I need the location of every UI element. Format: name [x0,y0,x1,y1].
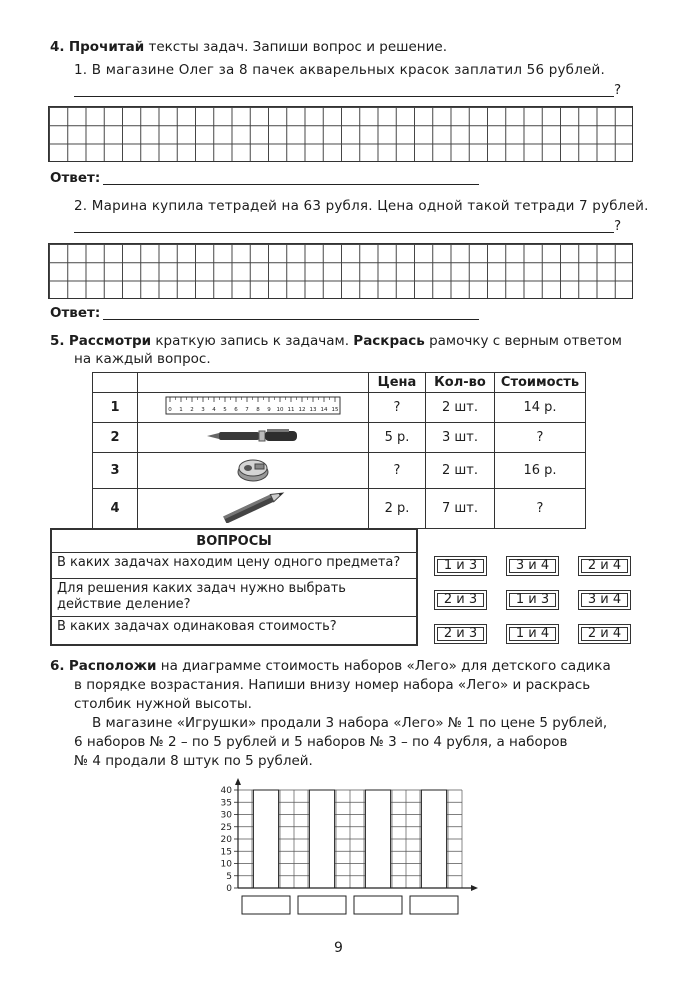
task5-number: 5. [50,333,65,349]
task4-number: 4. [50,39,65,55]
pencil-drawing [216,491,290,523]
table-row [93,393,586,423]
price-cell: ? [369,393,426,423]
header-cost: Стоимость [495,373,586,393]
y-tick-label: 40 [220,786,232,796]
task4-lead: Прочитай [68,39,145,55]
y-tick-label: 10 [220,859,232,870]
header-price: Цена [369,373,426,393]
answer-line-2[interactable] [103,319,479,320]
qty-cell: 3 шт. [426,423,495,453]
sharpener-drawing [233,454,273,484]
answer-box-q1-c[interactable]: 2 и 4 [578,556,631,576]
task4-heading [50,39,447,55]
cost-cell: 16 р. [495,453,586,489]
task6-line3: столбик нужной высоты. [74,696,252,712]
price-cell: 5 р. [369,423,426,453]
questions-header: ВОПРОСЫ [51,529,417,553]
bar-label-box[interactable] [354,896,402,914]
task4-problem2: 2. Марина купила тетрадей на 63 рубля. Цена одной такой тетради 7 рублей. [74,198,649,214]
ruler-tick-label: 1 [179,406,183,413]
y-tick-label: 20 [220,835,232,845]
row-number: 4 [93,489,138,529]
price-cell: 2 р. [369,489,426,529]
ruler-tick-label: 10 [276,406,284,413]
task6-line2: в порядке возрастания. Напиши внизу номер набора «Лего» и раскрась [74,677,591,693]
qty-cell: 2 шт. [426,453,495,489]
y-tick-label: 0 [226,884,232,894]
task6-rest: на диаграмме стоимость наборов «Лего» для детского садика [160,658,611,674]
task4-problem1: 1. В магазине Олег за 8 пачек акварельных красок заплатил 56 рублей. [74,62,606,78]
price-cell: ? [369,453,426,489]
ruler-tick-label: 6 [234,406,238,413]
question-2: Для решения каких задач нужно выбрать действие деление? [51,579,417,617]
pen-icon [138,423,369,453]
pen-drawing [205,426,301,446]
chart-bar[interactable] [309,790,334,888]
question-mark-2: ? [614,218,622,234]
task6-para1: В магазине «Игрушки» продали 3 набора «Лего» № 1 по цене 5 рублей, [92,715,608,731]
task6-heading [50,658,611,674]
answer-box-q3-c[interactable]: 2 и 4 [578,624,631,644]
ruler-tick-label: 5 [223,406,227,413]
header-item [138,373,369,393]
y-tick-label: 30 [220,810,232,821]
answer-label-2: Ответ: [50,305,101,321]
answer-label-1: Ответ: [50,170,101,186]
ruler-tick-label: 7 [245,406,249,413]
pencil-icon [138,489,369,529]
table-row [93,489,586,529]
task6-para2: 6 наборов № 2 – по 5 рублей и 5 наборов № 3 – по 4 рубля, а наборов [74,734,568,750]
question-line-2[interactable] [74,232,614,233]
y-tick-label: 25 [220,822,232,833]
ruler-tick-label: 3 [201,406,205,413]
bar-label-box[interactable] [298,896,346,914]
answer-box-q1-b[interactable]: 3 и 4 [506,556,559,576]
bar-label-box[interactable] [242,896,290,914]
y-tick-label: 35 [220,798,232,809]
chart-bar[interactable] [365,790,390,888]
bar-label-box[interactable] [410,896,458,914]
ruler-drawing [165,395,341,417]
answer-box-q3-b[interactable]: 1 и 4 [506,624,559,644]
chart-bar[interactable] [253,790,278,888]
lego-bar-chart [200,778,480,918]
ruler-tick-label: 2 [190,406,194,413]
cost-cell: ? [495,423,586,453]
header-qty: Кол-во [426,373,495,393]
row-number: 3 [93,453,138,489]
y-tick-label: 5 [226,871,232,882]
task6-number: 6. [50,658,65,674]
ruler-tick-label: 13 [309,406,317,413]
task5-line2: на каждый вопрос. [74,351,211,367]
question-1: В каких задачах находим цену одного предмета? [51,553,417,579]
ruler-tick-label: 11 [287,406,295,413]
task4-rest: тексты задач. Запиши вопрос и решение. [148,39,447,55]
ruler-tick-label: 12 [298,406,306,413]
ruler-tick-label: 14 [320,406,328,413]
qty-cell: 2 шт. [426,393,495,423]
task5-rest: рамочку с верным ответом [429,333,622,349]
task6-para3: № 4 продали 8 штук по 5 рублей. [74,753,313,769]
ruler-tick-label: 4 [212,406,216,413]
questions-table [50,528,418,646]
question-line-1[interactable] [74,96,614,97]
sharpener-icon [138,453,369,489]
ruler-tick-label: 8 [256,406,260,413]
solution-grid-2[interactable] [48,243,633,299]
answer-box-q2-c[interactable]: 3 и 4 [578,590,631,610]
task5-lead1: Рассмотри [68,333,152,349]
task5-lead2: Раскрась [353,333,425,349]
row-number: 1 [93,393,138,423]
qty-cell: 7 шт. [426,489,495,529]
ruler-icon [138,393,369,423]
task6-lead: Расположи [68,658,157,674]
task5-heading [50,333,622,349]
table-row [93,423,586,453]
page-number: 9 [334,940,343,956]
y-tick-label: 15 [220,847,232,858]
answer-line-1[interactable] [103,184,479,185]
ruler-tick-label: 0 [168,406,172,413]
answer-box-q3-a[interactable]: 2 и 3 [434,624,487,644]
y-axis-arrow [235,778,241,785]
x-axis-arrow [471,885,478,891]
ruler-tick-label: 9 [267,406,271,413]
task5-mid: краткую запись к задачам. [155,333,349,349]
solution-grid-1[interactable] [48,106,633,162]
table-row [93,453,586,489]
row-number: 2 [93,423,138,453]
task5-table [92,372,586,529]
answer-box-q2-a[interactable]: 2 и 3 [434,590,487,610]
ruler-tick-label: 15 [331,406,339,413]
cost-cell: 14 р. [495,393,586,423]
header-num [93,373,138,393]
question-mark-1: ? [614,82,622,98]
cost-cell: ? [495,489,586,529]
answer-box-q2-b[interactable]: 1 и 3 [506,590,559,610]
question-3: В каких задачах одинаковая стоимость? [51,617,417,645]
chart-bar[interactable] [421,790,446,888]
answer-box-q1-a[interactable]: 1 и 3 [434,556,487,576]
